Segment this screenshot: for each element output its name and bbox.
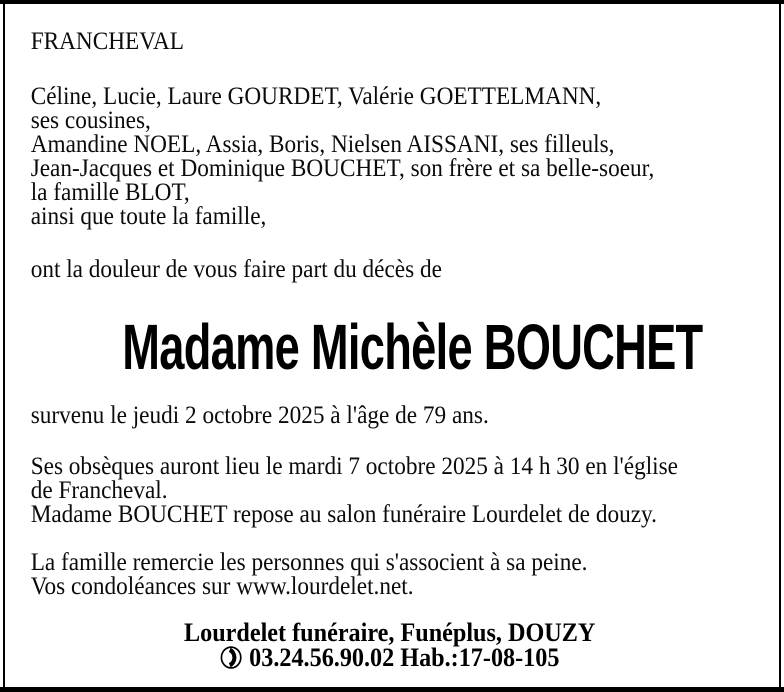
phone-line <box>31 645 749 670</box>
deceased-name: Madame Michèle BOUCHET <box>122 311 703 383</box>
funeral-info-line: Madame BOUCHET repose au salon funéraire Lourdelet de douzy. <box>30 501 657 528</box>
announcement-line: ont la douleur de vous faire part du décès de <box>30 256 442 283</box>
family-line: ses cousines, <box>30 107 151 134</box>
habilitation-number: Hab.:17-08-105 <box>400 643 560 672</box>
funeral-home-footer <box>31 620 749 670</box>
family-line: Jean-Jacques et Dominique BOUCHET, son frère et sa belle-soeur, <box>30 155 655 182</box>
condolences-line: Vos condoléances sur www.lourdelet.net. <box>30 573 414 600</box>
funeral-info-block <box>31 455 749 527</box>
funeral-info-line: Ses obsèques auront lieu le mardi 7 octobre 2025 à 14 h 30 en l'église <box>30 453 678 480</box>
family-line: Amandine NOEL, Assia, Boris, Nielsen AISSANI, ses filleuls, <box>30 131 615 158</box>
family-line: Céline, Lucie, Laure GOURDET, Valérie GOETTELMANN, <box>30 83 602 110</box>
notice-content <box>0 4 784 670</box>
thanks-block <box>31 551 749 599</box>
family-line: la famille BLOT, <box>30 179 190 206</box>
thanks-line: La famille remercie les personnes qui s'associent à sa peine. <box>30 549 588 576</box>
location-title: FRANCHEVAL <box>30 28 184 55</box>
phone-number: 03.24.56.90.02 <box>249 643 395 672</box>
death-date-line: survenu le jeudi 2 octobre 2025 à l'âge de 79 ans. <box>30 402 489 429</box>
family-line: ainsi que toute la famille, <box>30 203 267 230</box>
telephone-circle-icon <box>220 645 243 670</box>
funeral-info-line: de Francheval. <box>30 477 168 504</box>
funeral-home-line: Lourdelet funéraire, Funéplus, DOUZY <box>184 618 596 647</box>
family-block <box>31 85 749 229</box>
deceased-name-row <box>31 311 749 394</box>
